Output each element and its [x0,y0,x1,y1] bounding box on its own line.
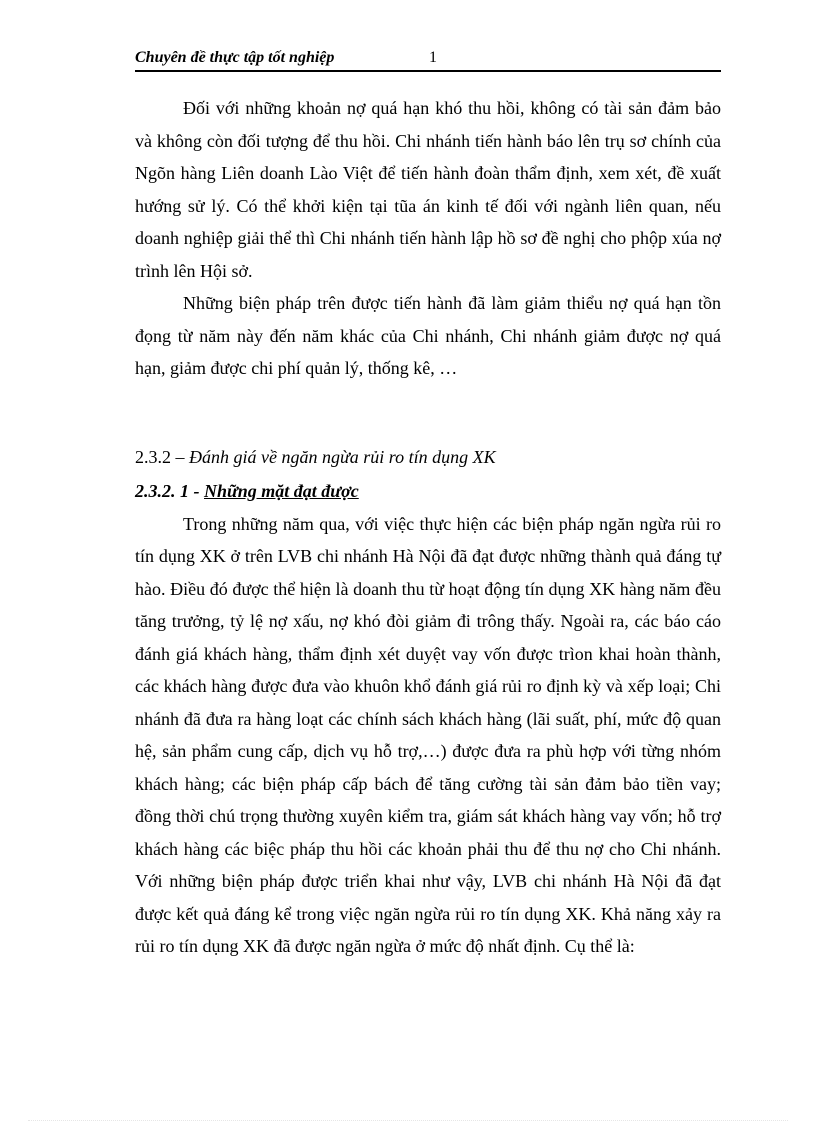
body-paragraph: Những biện pháp trên được tiến hành đã làm giảm thiểu nợ quá hạn tồn đọng từ năm này đến năm khác của Chi nhánh, Chi nhánh giảm được nợ quá hạn, giảm được chi phí quản lý, thống kê, … [135,293,721,378]
document-body [135,92,721,963]
body-paragraph: Đối với những khoản nợ quá hạn khó thu hồi, không có tài sản đảm bảo và không còn đối tượng để thu hồi. Chi nhánh tiến hành báo lên trụ sơ chính của Ngõn hàng Liên doanh Lào Việt để tiến hành đoàn thẩm định, xem xét, đề xuất hướng sử lý. Có thể khởi kiện tại tũa án kinh tế đối với ngành liên quan, nếu doanh nghiệp giải thể thì Chi nhánh tiến hành lập hồ sơ đề nghị cho phộp xúa nợ trình lên Hội sở. [135,98,721,281]
subsection-heading [135,475,721,508]
page-number: 1 [429,49,437,66]
page-header [135,48,721,72]
subsection-number: 2.3.2. 1 - [135,481,204,501]
page-bottom-rule [28,1120,788,1121]
body-paragraph: Trong những năm qua, với việc thực hiện các biện pháp ngăn ngừa rủi ro tín dụng XK ở trên LVB chi nhánh Hà Nội đã đạt được những thành quả đáng tự hào. Điều đó được thể hiện là doanh thu từ hoạt động tín dụng XK hàng năm đều tăng trưởng, tỷ lệ nợ xấu, nợ khó đòi giảm đi trông thấy. Ngoài ra, các báo cáo đánh giá khách hàng, thẩm định xét duyệt vay vốn được trìon khai hoàn thành, các khách hàng được đưa vào khuôn khổ đánh giá rủi ro định kỳ và xếp loại; Chi nhánh đã đưa ra hàng loạt các chính sách khách hàng (lãi suất, phí, mức độ quan hệ, sản phẩm cung cấp, dịch vụ hỗ trợ,…) được đưa ra phù hợp với từng nhóm khách hàng; các biện pháp cấp bách để tăng cường tài sản đảm bảo tiền vay; đồng thời chú trọng thường xuyên kiểm tra, giám sát khách hàng vay vốn; hỗ trợ khách hàng các biệc pháp thu hồi các khoản phải thu để thu nợ cho Chi nhánh. Với những biện pháp được triển khai như vậy, LVB chi nhánh Hà Nội đã đạt được kết quả đáng kể trong việc ngăn ngừa rủi ro tín dụng XK. Khả năng xảy ra rủi ro tín dụng XK đã được ngăn ngừa ở mức độ nhất định. Cụ thể là: [135,513,721,956]
section-title: Đánh giá về ngăn ngừa rủi ro tín dụng XK [189,446,496,467]
header-title: Chuyên đề thực tập tốt nghiệp [135,49,335,66]
section-heading [135,441,721,474]
section-number: 2.3.2 – [135,446,189,467]
subsection-title: Những mặt đạt được [204,481,359,501]
